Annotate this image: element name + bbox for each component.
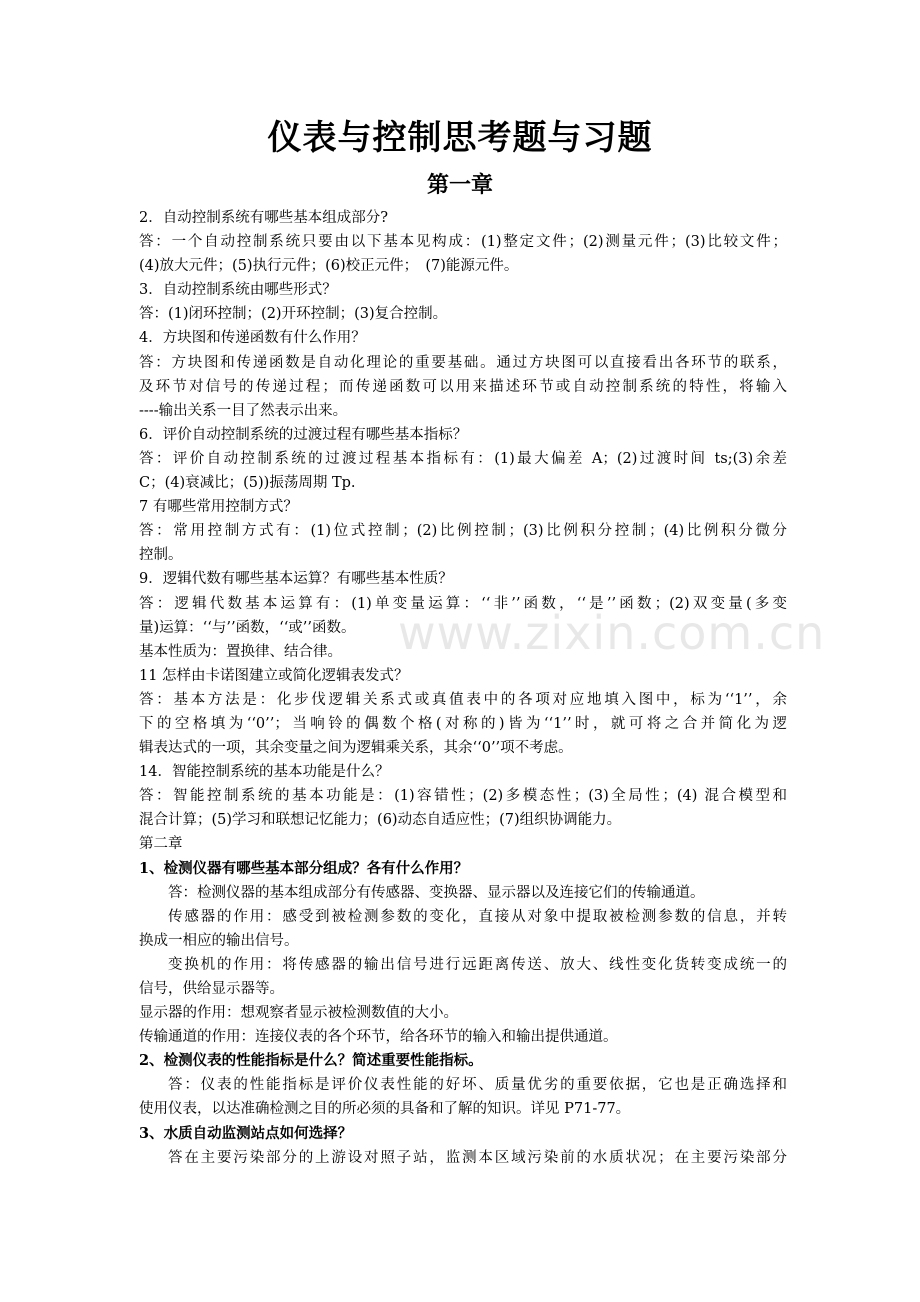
text-line: 传输通道的作用：连接仪表的各个环节，给各环节的输入和输出提供通道。	[139, 1029, 618, 1046]
text-line: ----输出关系一目了然表示出来。	[139, 402, 348, 419]
text-line: 下的空格填为‘‘0’’；当响铃的偶数个格(对称的)皆为‘‘1’’时，就可将之合并简化为逻	[139, 715, 787, 732]
text-line: 1、检测仪器有哪些基本部分组成？各有什么作用？	[139, 859, 469, 877]
text-line: 7 有哪些常用控制方式？	[139, 499, 298, 516]
text-line: 控制。	[139, 547, 183, 564]
text-line: 传感器的作用：感受到被检测参数的变化，直接从对象中提取被检测参数的信息，并转	[168, 908, 787, 925]
text-line: 2、检测仪表的性能指标是什么？简述重要性能指标。	[139, 1052, 483, 1070]
text-line: 答：逻辑代数基本运算有：(1)单变量运算：‘‘非’’函数，‘‘是’’函数；(2)双变量(多变	[139, 595, 787, 612]
text-line: 辑表达式的一项，其余变量之间为逻辑乘关系，其余‘‘0’’项不考虑。	[139, 740, 573, 757]
text-line: 答：方块图和传递函数是自动化理论的重要基础。通过方块图可以直接看出各环节的联系，	[139, 354, 787, 371]
text-line: 6．评价自动控制系统的过渡过程有哪些基本指标？	[139, 426, 468, 443]
text-line: 变换机的作用：将传感器的输出信号进行远距离传送、放大、线性变化货转变成统一的	[168, 956, 787, 973]
text-line: 显示器的作用：想观察者显示被检测数值的大小。	[139, 1005, 458, 1022]
chapter-heading: 第一章	[426, 173, 493, 198]
text-line: C；(4)衰减比；(5))振荡周期 Tp.	[139, 475, 356, 492]
text-line: 及环节对信号的传递过程；而传递函数可以用来描述环节或自动控制系统的特性，将输入	[139, 378, 787, 395]
text-line: 答：检测仪器的基本组成部分有传感器、变换器、显示器以及连接它们的传输通道。	[168, 884, 705, 901]
text-line: 信号，供给显示器等。	[139, 981, 284, 997]
text-line: 答：基本方法是：化步伐逻辑关系式或真值表中的各项对应地填入图中，标为‘‘1’’，余	[139, 691, 787, 708]
text-line: 答：(1)闭环控制；(2)开环控制；(3)复合控制。	[139, 306, 448, 323]
text-line: 11 怎样由卡诺图建立或简化逻辑表发式？	[139, 667, 409, 684]
watermark: www.zixin.com.cn	[398, 606, 826, 660]
text-line: 答：评价自动控制系统的过渡过程基本指标有：(1)最大偏差 A；(2)过渡时间 ts;(3)余差	[139, 450, 787, 467]
text-line: 基本性质为：置换律、结合律。	[139, 643, 342, 660]
text-line: 量)运算：‘‘与’’函数，‘‘或’’函数。	[139, 619, 356, 636]
text-line: 答在主要污染部分的上游设对照子站，监测本区域污染前的水质状况；在主要污染部分	[168, 1149, 787, 1166]
text-line: 混合计算；(5)学习和联想记忆能力；(6)动态自适应性；(7)组织协调能力。	[139, 812, 622, 829]
text-line: 答：一个自动控制系统只要由以下基本见构成：(1)整定文件；(2)测量元件；(3)比较文件；	[139, 234, 787, 251]
text-line: 14．智能控制系统的基本功能是什么？	[139, 764, 390, 781]
text-line: 答：仪表的性能指标是评价仪表性能的好坏、质量优劣的重要依据，它也是正确选择和	[168, 1077, 787, 1094]
text-line: 4．方块图和传递函数有什么作用？	[139, 330, 366, 347]
text-line: 2．自动控制系统有哪些基本组成部分?	[139, 210, 388, 226]
text-line: 使用仪表，以达准确检测之目的所必须的具备和了解的知识。详见 P71-77。	[139, 1101, 631, 1118]
text-line: 换成一相应的输出信号。	[139, 932, 299, 949]
text-line: 答：常用控制方式有：(1)位式控制；(2)比例控制；(3)比例积分控制；(4)比例积分微分	[139, 523, 787, 540]
document-body	[139, 206, 787, 1170]
text-line: 3、水质自动监测站点如何选择？	[139, 1124, 353, 1142]
text-line: 答：智能控制系统的基本功能是：(1)容错性；(2)多模态性；(3)全局性；(4) 混合模型和	[139, 788, 787, 805]
text-line: 9．逻辑代数有哪些基本运算？有哪些基本性质？	[139, 571, 453, 588]
document-title: 仪表与控制思考题与习题	[267, 118, 653, 158]
text-line: 第二章	[139, 836, 183, 853]
text-line: (4)放大元件；(5)执行元件；(6)校正元件； (7)能源元件。	[139, 258, 519, 275]
text-line: 3．自动控制系统由哪些形式？	[139, 282, 337, 299]
